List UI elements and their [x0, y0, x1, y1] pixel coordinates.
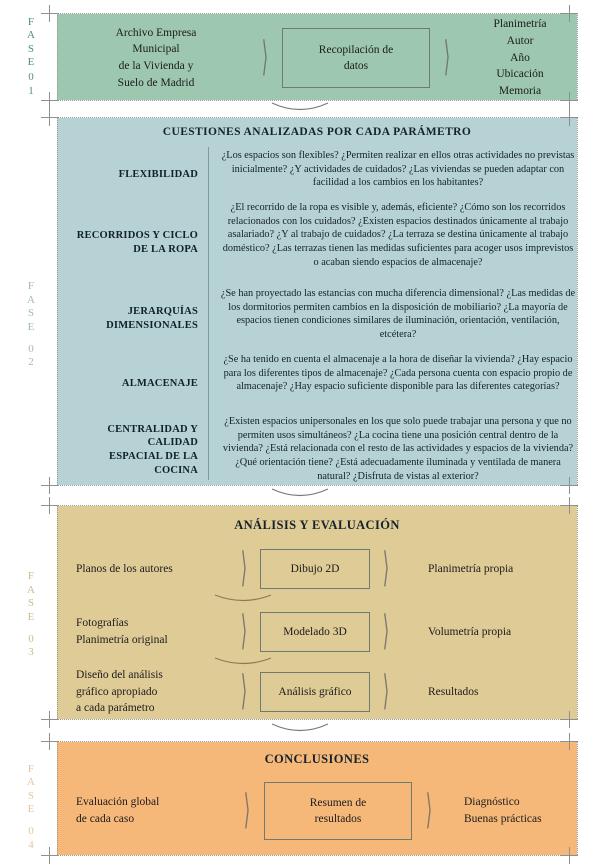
band-outline — [57, 855, 577, 856]
flow-result-line: Planimetría — [493, 18, 547, 31]
parameter-name-line: COCINA — [154, 464, 198, 476]
band-outline — [577, 13, 578, 100]
chevron-right-icon: ⟩ — [382, 609, 390, 654]
flow-process-box — [260, 672, 370, 712]
flow-row — [58, 18, 576, 98]
flow-row — [58, 608, 576, 656]
flow-box-line: Análisis gráfico — [278, 685, 352, 698]
flow-source — [58, 794, 230, 827]
phase-label-letter: S — [27, 307, 35, 320]
flow-source-line: Diseño del análisis — [76, 669, 163, 681]
flow-source-line: Planos de los autores — [76, 562, 173, 575]
flow-result-line: Diagnóstico — [464, 796, 520, 809]
phase-label-digit: 0 — [28, 71, 34, 84]
chevron-right-icon: ⟩ — [240, 669, 248, 714]
phase-label-digit: 1 — [28, 84, 34, 97]
flow-source-line: Suelo de Madrid — [117, 76, 195, 89]
flow-row — [58, 667, 576, 717]
phase-label-letter: F — [27, 762, 35, 775]
parameter-question: ¿Los espacios son flexibles? ¿Permiten realizar en ellos otras actividades no previstas inicialmente? ¿Y actividades de cuidados? ¿Las viviendas se pueden adaptar con facilidad a los cambios en los habitantes? — [221, 150, 575, 189]
flow-process-box — [264, 782, 412, 840]
connector-chevron-down-icon — [213, 593, 273, 609]
flow-result-line: Buenas prácticas — [464, 813, 542, 825]
phase-label-letter: S — [27, 597, 35, 610]
parameter-name-line: FLEXIBILIDAD — [118, 169, 198, 181]
parameter-name — [58, 353, 208, 415]
phase-label-digit: 0 — [28, 825, 34, 838]
flow-result-line: Resultados — [428, 685, 479, 698]
parameter-name-line: JERARQUÍAS — [127, 306, 198, 318]
flow-process-box — [260, 549, 370, 589]
flow-source-line: gráfico apropiado — [76, 685, 158, 698]
band-outline — [577, 741, 578, 855]
flow-source — [58, 25, 248, 92]
band-outline — [577, 505, 578, 719]
flow-result — [446, 794, 576, 827]
phase-band-fase-03 — [57, 506, 577, 719]
parameter-row-jerarquias-dimensionales — [58, 287, 576, 351]
phase-label-letter: F — [27, 570, 35, 583]
flow-box-line: resultados — [314, 813, 362, 825]
parameter-question: ¿Existen espacios unipersonales en los que solo puede trabajar una persona y que no permiten usos simultáneos? ¿La cocina tiene una posición central dentro de la vivienda? ¿Está relacionada con el resto de las actividades y espacios de la vivienda? ¿Qué orientación tiene? ¿Está adecuadamente iluminada y ventilada de manera natural? ¿Disfruta de vistas al exterior? — [222, 416, 574, 482]
phase-label-letter: E — [27, 610, 35, 623]
band-outline — [57, 13, 58, 100]
flow-source-line: de cada caso — [76, 813, 135, 825]
phase-label-letter: A — [27, 293, 35, 306]
parameter-name — [58, 287, 208, 351]
flow-box-line: Modelado 3D — [283, 625, 347, 638]
flow-result — [402, 684, 576, 701]
flow-box-line: Resumen de — [309, 796, 367, 809]
parameter-name-line: CENTRALIDAD Y — [107, 423, 198, 435]
flow-result — [464, 16, 576, 99]
phase-label-digit: 4 — [28, 838, 34, 851]
flow-result-line: Volumetría propia — [428, 625, 512, 638]
phase-label-fase-02 — [14, 265, 48, 385]
flow-result-line: Año — [510, 51, 530, 64]
phase-label-letter: E — [27, 803, 35, 815]
flow-result — [402, 624, 576, 641]
band-outline — [57, 117, 577, 118]
chevron-right-icon: ⟩ — [443, 35, 451, 80]
phase-label-letter: F — [27, 15, 35, 28]
flow-source — [58, 561, 228, 578]
connector-chevron-down-icon — [270, 101, 330, 117]
parameter-name-line: ALMACENAJE — [121, 378, 198, 390]
parameter-question: ¿El recorrido de la ropa es visible y, además, eficiente? ¿Cómo son los recorridos relacionados con los cuidados? ¿Existen espacios destinados únicamente al trabajo asalariado? ¿Y al trabajo de cuidados? ¿La terraza se destina únicamente al trabajo doméstico? ¿Las terrazas tienen las medidas suficientes para acoger usos imprevistos o acaban siendo espacios de almacenaje? — [222, 202, 574, 268]
flow-source-line: Evaluación global — [76, 796, 160, 809]
parameter-row-centralidad-y-calidad-espacial-de-la-cocina — [58, 415, 576, 485]
parameter-name-line: ESPACIAL DE LA — [109, 451, 198, 462]
band-outline — [57, 719, 577, 720]
phase-title: ANÁLISIS Y EVALUACIÓN — [234, 518, 400, 532]
phase-label-fase-01 — [14, 14, 48, 100]
connector-chevron-down-icon — [270, 722, 330, 738]
band-outline — [57, 13, 577, 14]
band-outline — [57, 505, 58, 719]
parameter-name-line: CALIDAD — [147, 437, 198, 449]
flow-result-line: Ubicación — [496, 68, 544, 81]
flow-source-line: Archivo Empresa — [115, 26, 197, 39]
crop-mark — [41, 109, 58, 126]
band-outline — [57, 741, 58, 855]
phase-title: CONCLUSIONES — [264, 752, 370, 766]
chevron-right-icon: ⟩ — [261, 35, 269, 80]
chevron-right-icon: ⟩ — [240, 609, 248, 654]
chevron-right-icon: ⟩ — [425, 788, 433, 833]
parameter-name-line: DE LA ROPA — [133, 244, 198, 255]
chevron-right-icon: ⟩ — [382, 546, 390, 591]
parameter-name — [58, 201, 208, 285]
crop-mark — [41, 733, 58, 750]
parameter-question: ¿Se han proyectado las estancias con mucha diferencia dimensional? ¿Las medidas de los dormitorios permiten cambios en la disposición de mobiliario? ¿La mayoría de espacios tienen condiciones similares de iluminación, orientación, ventilación, etcétera? — [220, 288, 576, 341]
parameter-name-line: DIMENSIONALES — [106, 320, 198, 331]
phase-label-letter: E — [27, 320, 35, 333]
phase-band-fase-04 — [57, 742, 577, 855]
phase-label-letter: A — [27, 29, 35, 42]
flow-row — [58, 779, 576, 843]
parameter-name — [58, 149, 208, 201]
crop-mark — [41, 711, 58, 728]
flow-process-box — [260, 612, 370, 652]
parameter-name — [58, 415, 208, 485]
band-outline — [57, 741, 577, 742]
phase-label-letter: A — [27, 776, 35, 789]
phase-band-fase-01 — [57, 14, 577, 100]
phase-label-digit: 0 — [28, 342, 34, 355]
flow-source-line: de la Vivienda y — [118, 60, 194, 72]
chevron-right-icon: ⟩ — [243, 788, 251, 833]
crop-mark — [41, 477, 58, 494]
phase-label-letter: F — [27, 280, 35, 293]
flow-source — [58, 615, 228, 648]
parameter-question: ¿Se ha tenido en cuenta el almacenaje a la hora de diseñar la vivienda? ¿Hay espacio para los diferentes tipos de almacenaje? ¿Cada persona cuenta con espacio propio de almacenaje? ¿Hay espacio suficiente disponible para las diferentes categorías? — [223, 354, 573, 393]
band-outline — [57, 485, 577, 486]
flow-source-line: Planimetría original — [76, 634, 168, 646]
flow-process-box — [282, 28, 430, 88]
chevron-right-icon: ⟩ — [382, 669, 390, 714]
chevron-right-icon: ⟩ — [240, 546, 248, 591]
phase-label-letter: E — [27, 56, 35, 68]
phase-label-letter: S — [27, 42, 35, 55]
phase-label-letter: S — [27, 789, 35, 802]
flow-result — [402, 561, 576, 578]
band-outline — [57, 505, 577, 506]
flow-box-line: Dibujo 2D — [290, 562, 340, 575]
flow-source — [58, 667, 228, 717]
flow-result-line: Autor — [506, 35, 534, 47]
flow-result-line: Planimetría propia — [428, 562, 514, 575]
band-outline — [577, 117, 578, 485]
phase-label-letter: A — [27, 583, 35, 596]
phase-band-fase-02 — [57, 118, 577, 485]
phase-label-digit: 3 — [28, 646, 34, 659]
parameter-name-line: RECORRIDOS Y CICLO — [76, 230, 198, 242]
flow-source-line: a cada parámetro — [76, 702, 155, 715]
flow-result-line: Memoria — [498, 85, 542, 98]
phase-label-digit: 2 — [28, 356, 34, 369]
phase-label-fase-04 — [14, 755, 48, 860]
band-outline — [57, 100, 577, 101]
flow-box-line: Recopilación de — [318, 43, 394, 56]
parameter-row-almacenaje — [58, 353, 576, 415]
parameter-row-flexibilidad — [58, 149, 576, 201]
crop-mark — [41, 497, 58, 514]
band-outline — [57, 117, 58, 485]
flow-box-line: datos — [343, 60, 369, 72]
phase-label-fase-03 — [14, 555, 48, 675]
flow-row — [58, 545, 576, 593]
connector-chevron-down-icon — [270, 487, 330, 503]
flow-source-line: Municipal — [132, 43, 180, 56]
phase-title: CUESTIONES ANALIZADAS POR CADA PARÁMETRO — [162, 126, 472, 138]
parameter-row-recorridos-y-ciclo-de-la-ropa — [58, 201, 576, 285]
flow-source-line: Fotografías — [76, 617, 129, 630]
phase-label-digit: 0 — [28, 632, 34, 645]
